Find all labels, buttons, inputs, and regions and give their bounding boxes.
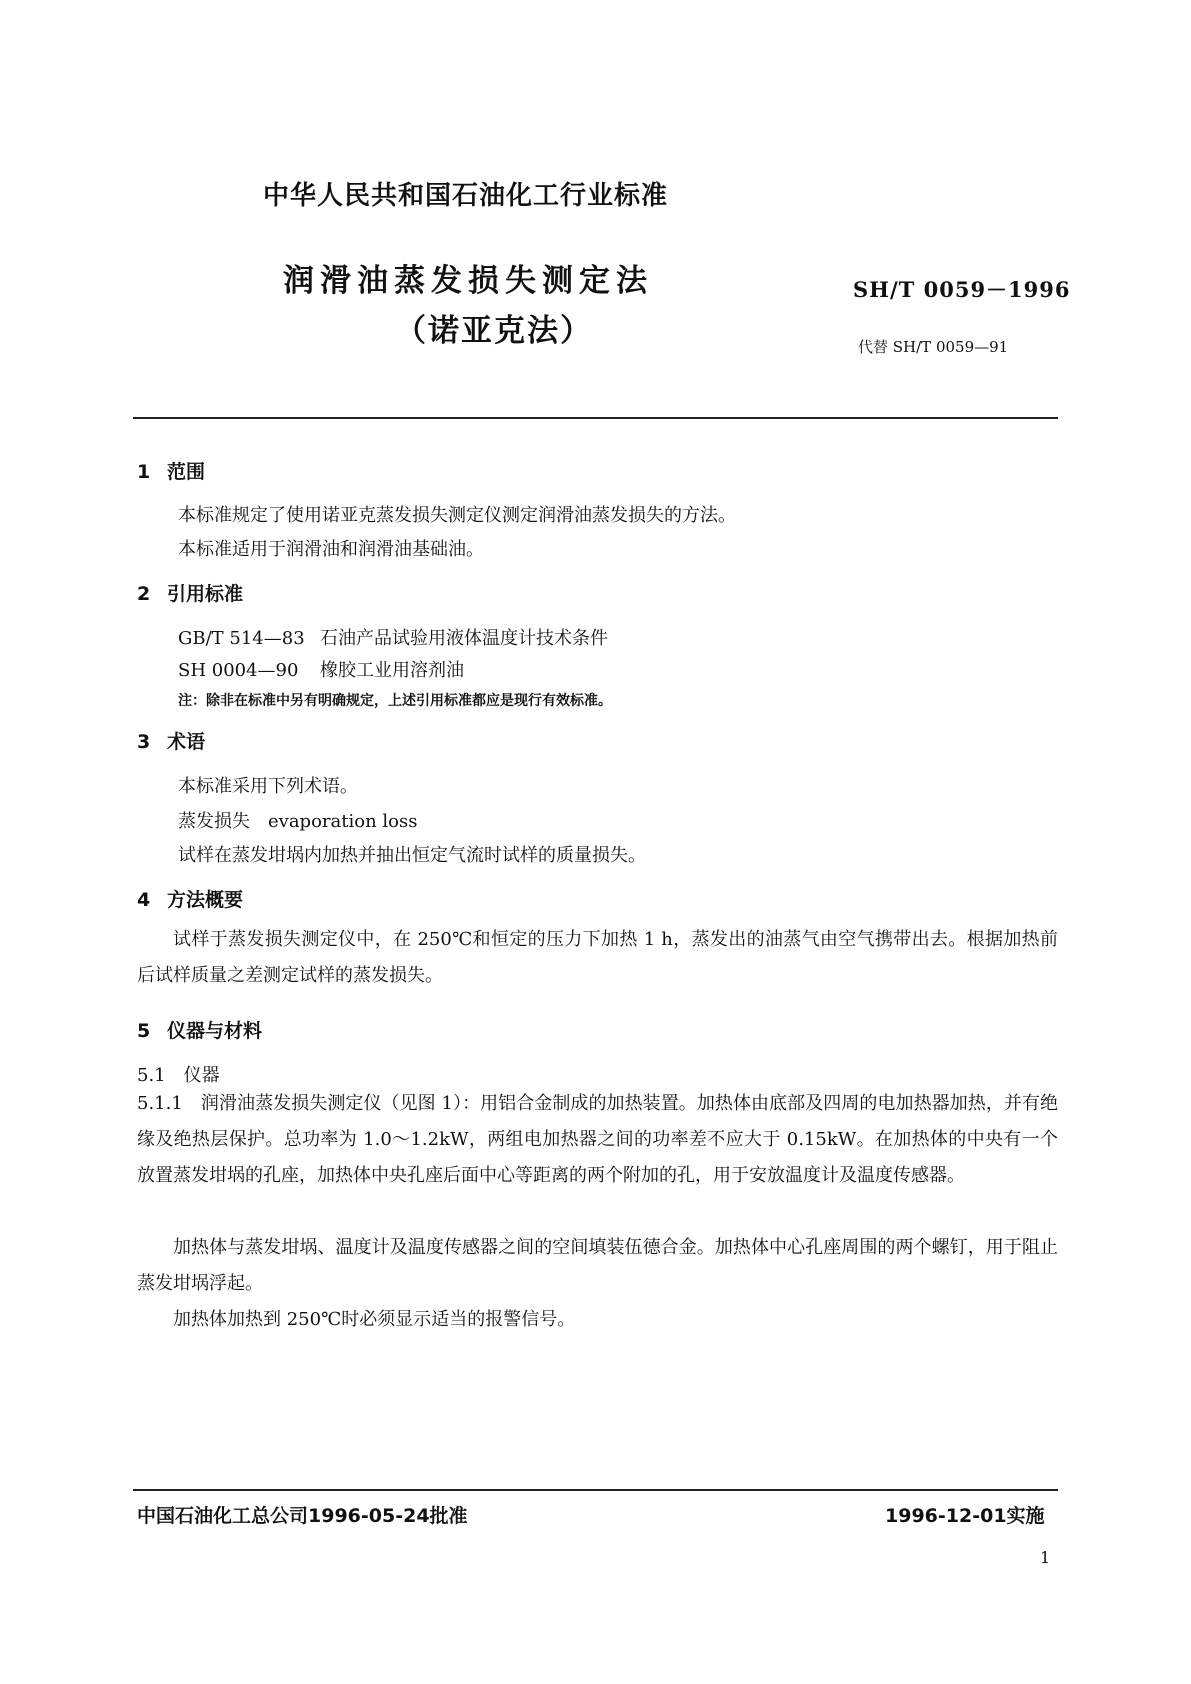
section-title: 术语 bbox=[167, 731, 206, 753]
approval-statement: 中国石油化工总公司1996-05-24批准 bbox=[137, 1505, 468, 1527]
term-line: 试样在蒸发坩埚内加热并抽出恒定气流时试样的质量损失。 bbox=[178, 845, 646, 866]
document-title: 润滑油蒸发损失测定法 bbox=[283, 263, 653, 299]
effective-date: 1996-12-01实施 bbox=[885, 1505, 1045, 1527]
scope-line: 本标准适用于润滑油和润滑油基础油。 bbox=[178, 539, 484, 560]
reference-code: SH 0004—90 bbox=[178, 660, 299, 681]
clause-5-1-1-paragraph: 5.1.1 润滑油蒸发损失测定仪（见图 1）：用铝合金制成的加热装置。加热体由底部及四周的电加热器加热，并有绝缘及绝热层保护。总功率为 1.0～1.2kW，两组电加热器之间的功率差不应大于 0.15kW。在加热体的中央有一个放置蒸发坩埚的孔座，加热体中央孔座后面中心等距离的两个附加的孔，用于安放温度计及温度传感器。 bbox=[137, 1093, 1058, 1186]
reference-code: GB/T 514—83 bbox=[178, 628, 305, 649]
reference-name: 石油产品试验用液体温度计技术条件 bbox=[320, 628, 608, 649]
term-line: 本标准采用下列术语。 bbox=[178, 776, 358, 797]
alarm-paragraph: 加热体加热到 250℃时必须显示适当的报警信号。 bbox=[173, 1309, 576, 1330]
section-number: 4 bbox=[137, 889, 151, 911]
section-title: 引用标准 bbox=[167, 583, 244, 605]
section-number: 2 bbox=[137, 583, 151, 605]
section-3-heading bbox=[137, 727, 205, 754]
term-line: 蒸发损失 evaporation loss bbox=[178, 811, 418, 832]
standard-number: SH/T 0059－1996 bbox=[853, 277, 1071, 302]
section-title: 范围 bbox=[167, 461, 206, 483]
section-title: 方法概要 bbox=[167, 889, 244, 911]
section-1-heading bbox=[137, 457, 205, 484]
replaces-standard: 代替 SH/T 0059—91 bbox=[858, 338, 1009, 356]
document-subtitle: （诺亚克法） bbox=[395, 313, 593, 349]
section-number: 3 bbox=[137, 731, 151, 753]
industry-standard-heading: 中华人民共和国石油化工行业标准 bbox=[263, 181, 669, 211]
footer-divider bbox=[133, 1489, 1058, 1491]
section-4-heading bbox=[137, 885, 243, 912]
header-divider bbox=[133, 417, 1058, 419]
reference-item bbox=[178, 624, 608, 650]
section-number: 1 bbox=[137, 461, 151, 483]
section-number: 5 bbox=[137, 1020, 151, 1042]
scope-line: 本标准规定了使用诺亚克蒸发损失测定仪测定润滑油蒸发损失的方法。 bbox=[178, 505, 736, 526]
section-2-heading bbox=[137, 579, 243, 606]
subsection-5-1-heading: 5.1 仪器 bbox=[137, 1065, 220, 1086]
reference-item bbox=[178, 656, 464, 682]
section-title: 仪器与材料 bbox=[167, 1020, 263, 1042]
alloy-fill-paragraph: 加热体与蒸发坩埚、温度计及温度传感器之间的空间填装伍德合金。加热体中心孔座周围的两个螺钉，用于阻止蒸发坩埚浮起。 bbox=[137, 1237, 1058, 1294]
method-summary-paragraph: 试样于蒸发损失测定仪中，在 250℃和恒定的压力下加热 1 h，蒸发出的油蒸气由空气携带出去。根据加热前后试样质量之差测定试样的蒸发损失。 bbox=[137, 929, 1058, 986]
section-5-heading bbox=[137, 1016, 262, 1043]
page-number: 1 bbox=[1040, 1548, 1051, 1567]
reference-name: 橡胶工业用溶剂油 bbox=[320, 660, 464, 681]
reference-note: 注：除非在标准中另有明确规定，上述引用标准都应是现行有效标准。 bbox=[178, 693, 612, 709]
